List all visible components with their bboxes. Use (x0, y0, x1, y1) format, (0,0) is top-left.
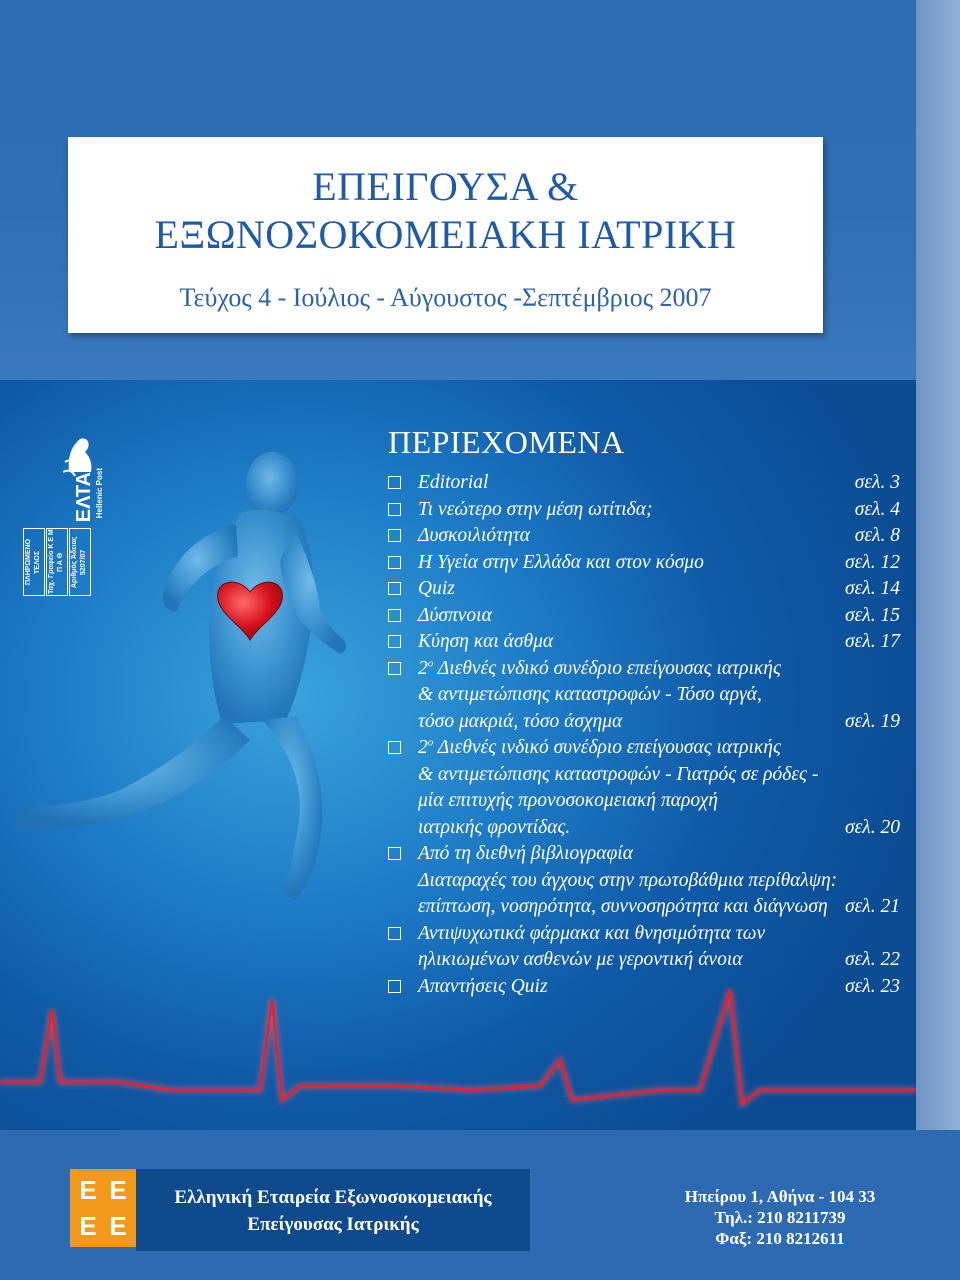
toc-page-number: σελ. 22 (845, 949, 900, 970)
toc-item-text: ιατρικής φροντίδας. (418, 816, 571, 838)
contact-info (660, 1186, 900, 1249)
checkbox-square-icon (388, 980, 401, 993)
toc-item (388, 921, 908, 974)
toc-item-text: Τι νεώτερο στην μέση ωτίτιδα; (418, 498, 653, 520)
checkbox-square-icon (388, 476, 401, 489)
toc-item-text: Αντιψυχωτικά φάρμακα και θνησιμότητα των (418, 922, 766, 944)
toc-page-number: σελ. 4 (854, 498, 900, 520)
toc-item-text: Η Υγεία στην Ελλάδα και στον κόσμο (418, 551, 704, 573)
fax: Φαξ: 210 8212611 (715, 1229, 845, 1248)
toc-item-text: επίπτωση, νοσηρότητα, συννοσηρότητα και διάγνωση (418, 896, 828, 917)
toc-item (388, 603, 908, 630)
checkbox-square-icon (388, 927, 401, 940)
journal-title-line2: ΕΞΩΝΟΣΟΚΟΜΕΙΑΚΗ ΙΑΤΡΙΚΗ (154, 212, 737, 257)
toc-item-text: Από τη διεθνή βιβλιογραφία (418, 843, 633, 864)
toc-page-number: σελ. 12 (845, 551, 900, 573)
permit-number-label: Αριθμός Άδειας 5207/07 (69, 528, 91, 596)
title-box (68, 137, 823, 333)
toc-item-text: Απαντήσεις Quiz (418, 975, 548, 997)
toc-item (388, 523, 908, 550)
logo-letter: E (79, 1175, 97, 1205)
right-stripe (916, 0, 960, 1130)
checkbox-square-icon (388, 662, 401, 675)
toc-page-number: σελ. 14 (845, 578, 900, 599)
checkbox-square-icon (388, 556, 401, 569)
society-logo (70, 1169, 136, 1247)
toc-item-text: Κύηση και άσθμα (418, 631, 554, 652)
toc-item-text: Δύσπνοια (418, 604, 492, 626)
address: Ηπείρου 1, Αθήνα - 104 33 (684, 1187, 876, 1206)
checkbox-square-icon (388, 609, 401, 622)
toc-item-text: Editorial (418, 472, 489, 493)
society-name-line2: Επείγουσας Ιατρικής (247, 1214, 419, 1235)
checkbox-square-icon (388, 529, 401, 542)
toc-item (388, 735, 908, 841)
toc-item-text: Δυσκοιλιότητα (418, 525, 531, 546)
logo-letter: E (79, 1211, 97, 1241)
toc-page-number: σελ. 20 (845, 816, 900, 838)
toc-item-text: Quiz (418, 578, 455, 599)
toc-page-number: σελ. 3 (854, 472, 900, 493)
toc-page-number: σελ. 19 (845, 710, 900, 732)
toc-item (388, 629, 908, 656)
ecg-line (0, 990, 916, 1104)
postage-paid-label: ΠΛΗΡΩΜΕΝΟ ΤΕΛΟΣ (23, 528, 45, 596)
toc-item-text: μία επιτυχής προνοσοκομειακή παροχή (418, 790, 718, 811)
post-office-label: Ταχ. Γραφείο Κ Ε Μ Π Α Θ (46, 528, 68, 596)
toc-item (388, 497, 908, 524)
toc-page-number: σελ. 8 (854, 525, 900, 546)
toc-page-number: σελ. 15 (845, 604, 900, 626)
checkbox-square-icon (388, 847, 401, 860)
checkbox-square-icon (388, 741, 401, 754)
toc-item (388, 656, 908, 736)
toc-item (388, 576, 908, 603)
journal-title-line1: ΕΠΕΙΓΟΥΣΑ & (312, 164, 579, 209)
toc-page-number: σελ. 17 (845, 631, 900, 652)
checkbox-square-icon (388, 635, 401, 648)
toc-item (388, 974, 908, 1001)
checkbox-square-icon (388, 503, 401, 516)
toc-list (388, 470, 908, 1000)
contents-heading: ΠΕΡΙΕΧΟΜΕΝΑ (388, 424, 625, 460)
toc-item-text: & αντιμετώπισης καταστροφών - Γιατρός σε ρόδες - (418, 763, 819, 785)
toc-page-number: σελ. 23 (845, 975, 900, 997)
logo-letter: E (109, 1175, 127, 1205)
table-of-contents (388, 424, 908, 1000)
toc-item-text: $2^o$ Διεθνές ινδικό συνέδριο επείγουσας ιατρικής (418, 657, 781, 679)
elta-brand: ΕΛΤΑ (73, 472, 95, 523)
issue-info: Τεύχος 4 - Ιούλιος - Αύγουστος -Σεπτέμβριος 2007 (179, 283, 712, 312)
toc-item (388, 550, 908, 577)
toc-item (388, 841, 908, 921)
phone: Τηλ.: 210 8211739 (714, 1208, 846, 1227)
toc-item-text: ηλικιωμένων ασθενών με γεροντική άνοια (418, 949, 743, 970)
hellenic-post-label: Hellenic Post (95, 468, 104, 519)
checkbox-square-icon (388, 582, 401, 595)
postage-stamp (23, 432, 104, 596)
society-name-box (136, 1169, 530, 1251)
society-name-line1: Ελληνική Εταιρεία Εξωνοσοκομειακής (174, 1187, 492, 1208)
toc-item-text: $2^o$ Διεθνές ινδικό συνέδριο επείγουσας ιατρικής (418, 736, 781, 758)
toc-page-number: σελ. 21 (845, 896, 900, 917)
logo-letter: E (109, 1211, 127, 1241)
toc-item-text: τόσο μακριά, τόσο άσχημα (418, 710, 623, 732)
toc-item (388, 470, 908, 497)
toc-item-text: & αντιμετώπισης καταστροφών - Τόσο αργά, (418, 684, 762, 705)
toc-item-text: Διαταραχές του άγχους στην πρωτοβάθμια περίθαλψη: (418, 869, 838, 891)
